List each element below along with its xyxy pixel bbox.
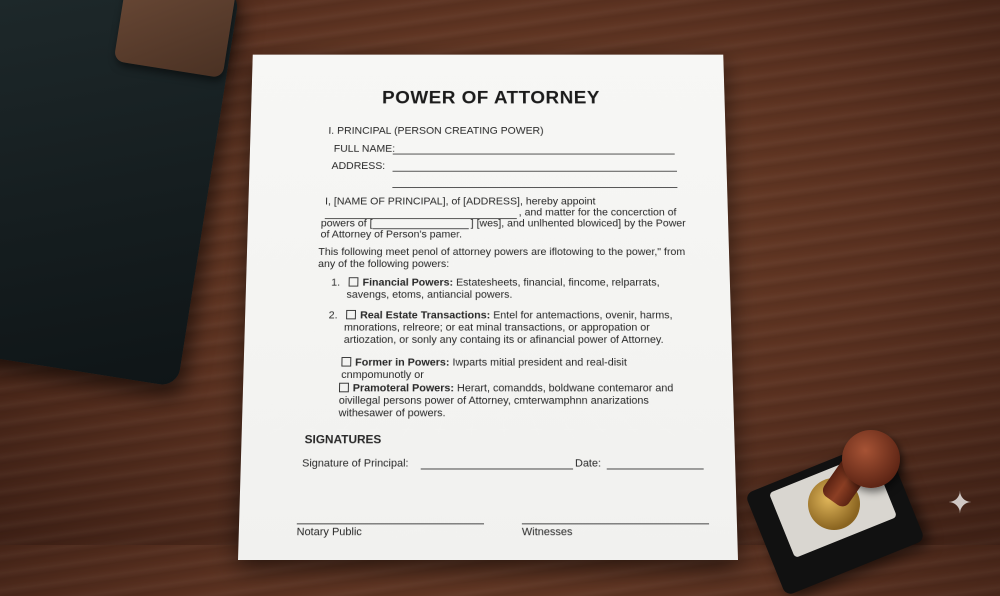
list-item xyxy=(331,277,660,288)
full-name-line xyxy=(393,154,675,155)
witnesses-label: Witnesses xyxy=(521,526,573,539)
item-text: Herart, comandds, boldwane contemaror and xyxy=(457,382,674,395)
item4-line2: oivillegal persons power of Attorney, cmterwamphnn anarizations xyxy=(338,395,649,407)
item-label: Real Estate Transactions: xyxy=(360,309,491,322)
list-item xyxy=(329,310,673,321)
sparkle-icon: ✦ xyxy=(947,487,973,520)
signature-label: Signature of Principal: xyxy=(301,457,409,470)
address-line-1 xyxy=(393,171,677,172)
signatures-heading: SIGNATURES xyxy=(304,432,382,447)
list-item xyxy=(341,357,627,368)
item2-line3: artiozation, or sonly any containg its or afinancial power of Attorney. xyxy=(343,334,664,346)
item-number: 2. xyxy=(328,309,338,322)
signature-line xyxy=(421,468,573,469)
page-title: POWER OF ATTORNEY xyxy=(381,88,601,108)
date-line xyxy=(607,468,704,469)
powers-paragraph-line2: any of the following powers: xyxy=(317,258,450,270)
checkbox-icon xyxy=(346,310,356,319)
item-label: Financial Powers: xyxy=(362,277,454,289)
rubber-stamp-icon xyxy=(842,430,900,488)
address-label: ADDRESS: xyxy=(331,160,386,172)
item2-line2: mnorations, relreore; or eat minal transactions, or appropation or xyxy=(343,322,650,334)
witnesses-line xyxy=(522,523,709,524)
item-text: Entel for antemactions, ovenir, harms, xyxy=(493,309,673,322)
item-label: Pramoteral Powers: xyxy=(352,382,455,395)
appoint-paragraph-line2: , and matter for the concerction of xyxy=(518,207,677,219)
item4-line3: withesawer of powers. xyxy=(338,407,446,420)
checkbox-icon xyxy=(339,383,349,393)
powers-paragraph-line1: This following meet penol of attorney powers are iflotowing to the power," from xyxy=(318,246,686,258)
notary-line xyxy=(297,523,484,524)
checkbox-icon xyxy=(341,357,351,366)
item-label: Former in Powers: xyxy=(355,357,450,369)
address-line-2 xyxy=(392,187,677,188)
appoint-paragraph-line3b: ] [wes], and unlhented blowiced] by the Power xyxy=(470,218,686,230)
notary-label: Notary Public xyxy=(296,526,362,539)
item-text: Iwparts mitial president and real-disit xyxy=(452,357,627,369)
item-text: Estatesheets, financial, fincome, relparrats, xyxy=(456,277,660,289)
item-number: 1. xyxy=(331,277,341,289)
item1-line2: savengs, etoms, antiancial powers. xyxy=(346,289,513,301)
document-page xyxy=(238,55,738,560)
checkbox-icon xyxy=(349,277,359,286)
item3-line2: cnmpomunotly or xyxy=(341,369,424,381)
section-principal-heading: I. PRINCIPAL (PERSON CREATING POWER) xyxy=(328,125,544,137)
appoint-paragraph-line1: I, [NAME OF PRINCIPAL], of [ADDRESS], hereby appoint xyxy=(325,196,596,208)
date-label: Date: xyxy=(574,457,602,470)
appoint-paragraph-line3: powers of [ xyxy=(320,218,373,230)
list-item xyxy=(339,383,674,394)
appoint-paragraph-line4: of Attorney of Person's pamer. xyxy=(320,229,463,241)
full-name-label: FULL NAME: xyxy=(333,143,396,155)
